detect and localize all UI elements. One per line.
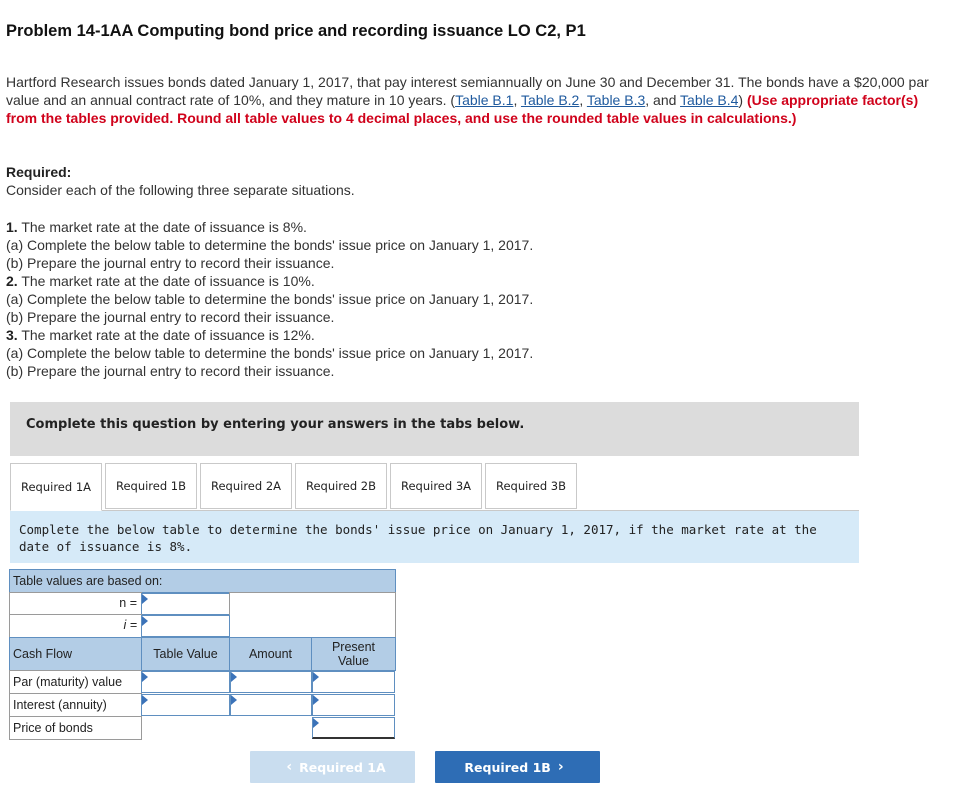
par-pv-input[interactable]: [312, 671, 395, 693]
interest-pv-input[interactable]: [312, 694, 395, 716]
table-values-header: Table values are based on:: [9, 569, 396, 593]
link-table-b3[interactable]: Table B.3: [586, 92, 646, 108]
i-input[interactable]: [141, 615, 230, 637]
link-table-b2[interactable]: Table B.2: [520, 92, 580, 108]
col-cash-flow: Cash Flow: [9, 637, 142, 671]
rounding-note: (Use appropriate factor(s) from the tables provided. Round all table values to 4 decimal places, and use the rounded table values in calculations.): [6, 92, 919, 126]
par-table-value-input[interactable]: [141, 671, 230, 693]
input-marker-icon: [313, 718, 319, 728]
input-marker-icon: [313, 695, 319, 705]
link-table-b4[interactable]: Table B.4: [680, 92, 739, 108]
i-label: i =: [9, 614, 142, 638]
input-marker-icon: [142, 695, 148, 705]
step-2b: (b) Prepare the journal entry to record their issuance.: [6, 309, 335, 325]
intro-text: Hartford Research issues bonds dated January 1, 2017, that pay interest semiannually on June 30 and December 31. The bonds have a $20,000 par value and an annual contract rate of 10%, and they mature in 10 years. (: [6, 74, 929, 108]
tab-required-1b[interactable]: Required 1B: [105, 463, 197, 509]
step-3b: (b) Prepare the journal entry to record their issuance.: [6, 363, 335, 379]
input-marker-icon: [142, 672, 148, 682]
step-1: 1. The market rate at the date of issuance is 8%.: [6, 219, 307, 235]
col-amount: Amount: [229, 637, 312, 671]
row-price-label: Price of bonds: [9, 716, 142, 740]
input-marker-icon: [231, 695, 237, 705]
problem-intro: Hartford Research issues bonds dated January 1, 2017, that pay interest semiannually on June 30 and December 31. The bonds have a $20,000 par value and an annual contract rate of 10%, and they mature in 10 years. (Table B.1, Table B.2, Table B.3, and Table B.4) (Use appropriate factor(s) from the tables provided. Round all table values to 4 decimal places, and use the rounded table values in calculations.): [6, 74, 929, 126]
step-1a: (a) Complete the below table to determine the bonds' issue price on January 1, 2017.: [6, 237, 534, 253]
col-present-value: Present Value: [311, 637, 396, 671]
prev-button[interactable]: ‹ Required 1A: [250, 751, 415, 783]
n-input[interactable]: [141, 593, 230, 615]
instructions-banner: Complete this question by entering your answers in the tabs below.: [10, 402, 859, 456]
required-text: Consider each of the following three separate situations.: [6, 182, 355, 198]
par-amount-input[interactable]: [230, 671, 312, 693]
tab-required-3b[interactable]: Required 3B: [485, 463, 577, 509]
row-par-label: Par (maturity) value: [9, 670, 142, 694]
price-pv-input[interactable]: [312, 717, 395, 739]
interest-table-value-input[interactable]: [141, 694, 230, 716]
blank-cell: [141, 716, 312, 740]
step-3a: (a) Complete the below table to determine the bonds' issue price on January 1, 2017.: [6, 345, 534, 361]
next-button[interactable]: Required 1B ›: [435, 751, 600, 783]
bond-price-table: [9, 569, 396, 741]
link-table-b1[interactable]: Table B.1: [455, 92, 514, 108]
chevron-right-icon: ›: [557, 759, 564, 775]
step-3: 3. The market rate at the date of issuance is 12%.: [6, 327, 315, 343]
step-2: 2. The market rate at the date of issuance is 10%.: [6, 273, 315, 289]
step-2a: (a) Complete the below table to determine the bonds' issue price on January 1, 2017.: [6, 291, 534, 307]
row-interest-label: Interest (annuity): [9, 693, 142, 717]
tab-required-3a[interactable]: Required 3A: [390, 463, 482, 509]
tab-required-2b[interactable]: Required 2B: [295, 463, 387, 509]
input-marker-icon: [313, 672, 319, 682]
tab-required-2a[interactable]: Required 2A: [200, 463, 292, 509]
steps-list: [6, 218, 533, 380]
blank-cell: [229, 592, 396, 638]
chevron-left-icon: ‹: [286, 759, 293, 775]
tab-instruction: Complete the below table to determine the bonds' issue price on January 1, 2017, if the market rate at the date of issuance is 8%.: [10, 511, 859, 563]
n-label: n =: [9, 592, 142, 615]
tab-required-1a[interactable]: Required 1A: [10, 463, 102, 511]
required-heading: Required:: [6, 164, 72, 180]
input-marker-icon: [142, 616, 148, 626]
step-1b: (b) Prepare the journal entry to record their issuance.: [6, 255, 335, 271]
col-table-value: Table Value: [141, 637, 230, 671]
input-marker-icon: [231, 672, 237, 682]
problem-title: Problem 14-1AA Computing bond price and recording issuance LO C2, P1: [6, 22, 586, 40]
interest-amount-input[interactable]: [230, 694, 312, 716]
input-marker-icon: [142, 594, 148, 604]
